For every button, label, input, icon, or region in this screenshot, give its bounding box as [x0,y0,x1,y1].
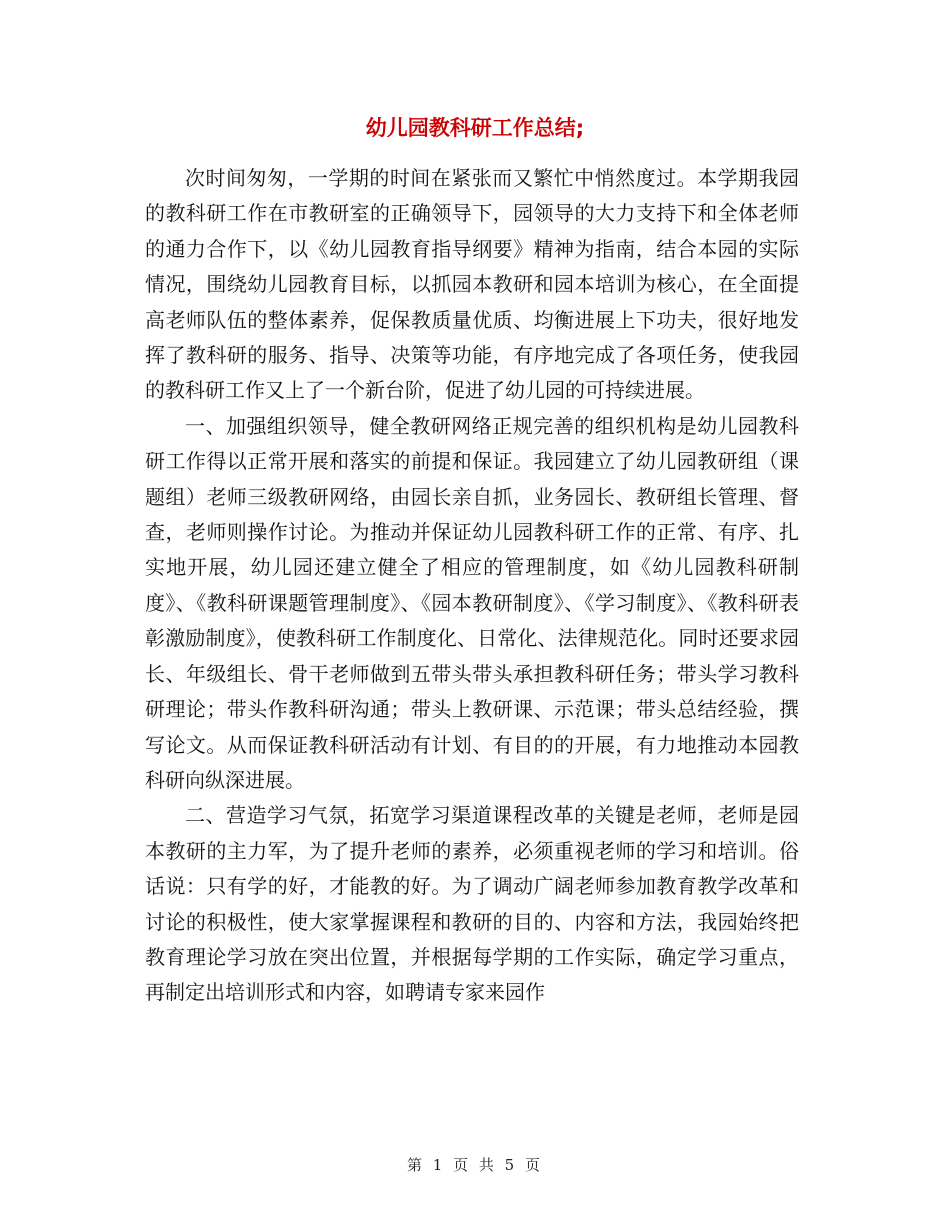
paragraph-section-1: 一、加强组织领导，健全教研网络正规完善的组织机构是幼儿园教科研工作得以正常开展和落实的前提和保证。我园建立了幼儿园教研组（课题组）老师三级教研网络，由园长亲自抓，业务园长、教研组长管理、督查，老师则操作讨论。为推动并保证幼儿园教科研工作的正常、有序、扎实地开展，幼儿园还建立健全了相应的管理制度，如《幼儿园教科研制度》、《教科研课题管理制度》、《园本教研制度》、《学习制度》、《教科研表彰激励制度》，使教科研工作制度化、日常化、法律规范化。同时还要求园长、年级组长、骨干老师做到五带头带头承担教科研任务；带头学习教科研理论；带头作教科研沟通；带头上教研课、示范课；带头总结经验，撰写论文。从而保证教科研活动有计划、有目的的开展，有力地推动本园教科研向纵深进展。 [145,413,799,792]
page-number-footer: 第 1 页 共 5 页 [407,1156,543,1174]
document-body [145,161,799,1011]
paragraph-section-2: 二、营造学习气氛，拓宽学习渠道课程改革的关键是老师，老师是园本教研的主力军，为了提升老师的素养，必须重视老师的学习和培训。俗话说：只有学的好，才能教的好。为了调动广阔老师参加教育教学改革和讨论的积极性，使大家掌握课程和教研的目的、内容和方法，我园始终把教育理论学习放在突出位置，并根据每学期的工作实际，确定学习重点，再制定出培训形式和内容，如聘请专家来园作 [145,803,799,1005]
document-title: 幼儿园教科研工作总结; [365,116,585,140]
paragraph-intro: 次时间匆匆，一学期的时间在紧张而又繁忙中悄然度过。本学期我园的教科研工作在市教研室的正确领导下，园领导的大力支持下和全体老师的通力合作下，以《幼儿园教育指导纲要》精神为指南，结合本园的实际情况，围绕幼儿园教育目标，以抓园本教研和园本培训为核心，在全面提高老师队伍的整体素养，促保教质量优质、均衡进展上下功夫，很好地发挥了教科研的服务、指导、决策等功能，有序地完成了各项任务，使我园的教科研工作又上了一个新台阶，促进了幼儿园的可持续进展。 [145,166,799,403]
